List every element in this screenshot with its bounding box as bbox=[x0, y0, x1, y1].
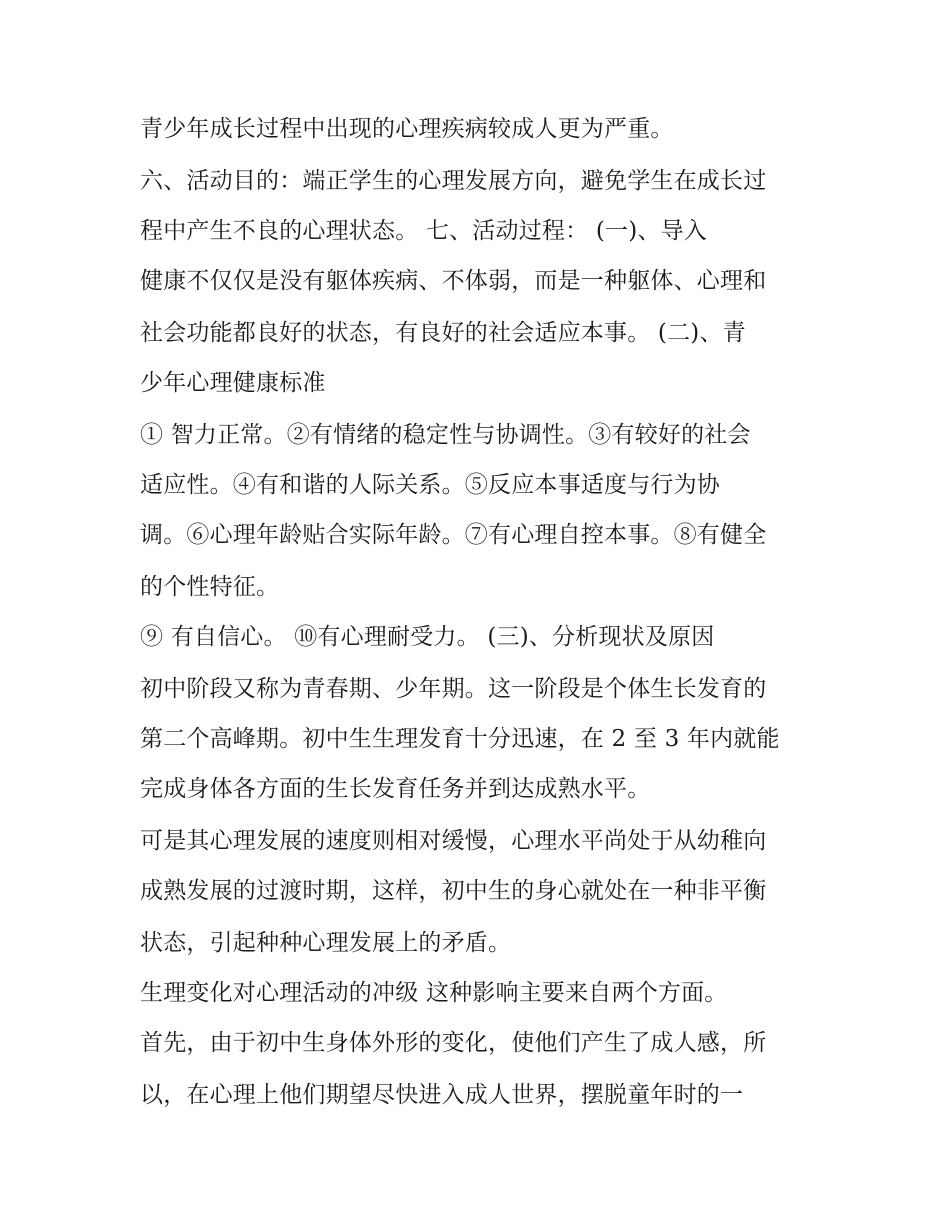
text-line: ⑨ 有自信心。 ⑩有心理耐受力。 (三)、分析现状及原因 bbox=[140, 624, 715, 650]
text-line: 适应性。④有和谐的人际关系。⑤反应本事适度与行为协 bbox=[140, 472, 720, 498]
text-line: 青少年成长过程中出现的心理疾病较成人更为严重。 bbox=[140, 116, 674, 142]
text-line: 初中阶段又称为青春期、少年期。这一阶段是个体生长发育的 bbox=[140, 676, 767, 702]
text-line: 首先，由于初中生身体外形的变化，使他们产生了成人感，所 bbox=[140, 1030, 767, 1056]
text-line: 少年心理健康标准 bbox=[140, 370, 326, 396]
text-line: 完成身体各方面的生长发育任务并到达成熟水平。 bbox=[140, 776, 651, 802]
text-line: ① 智力正常。②有情绪的稳定性与协调性。③有较好的社会 bbox=[140, 422, 751, 448]
text-line: 第二个高峰期。初中生生理发育十分迅速，在 2 至 3 年内就能 bbox=[140, 726, 780, 752]
text-line: 的个性特征。 bbox=[140, 574, 280, 600]
text-line: 可是其心理发展的速度则相对缓慢，心理水平尚处于从幼稚向 bbox=[140, 828, 767, 854]
text-line: 程中产生不良的心理状态。 七、活动过程： (一)、导入 bbox=[140, 218, 707, 244]
text-line: 状态，引起种种心理发展上的矛盾。 bbox=[140, 930, 512, 956]
text-line: 社会功能都良好的状态，有良好的社会适应本事。 (二)、青 bbox=[140, 320, 746, 346]
text-line: 调。⑥心理年龄贴合实际年龄。⑦有心理自控本事。⑧有健全 bbox=[140, 522, 767, 548]
text-line: 以，在心理上他们期望尽快进入成人世界，摆脱童年时的一 bbox=[140, 1082, 744, 1108]
text-line: 六、活动目的：端正学生的心理发展方向，避免学生在成长过 bbox=[140, 168, 767, 194]
text-line: 健康不仅仅是没有躯体疾病、不体弱，而是一种躯体、心理和 bbox=[140, 268, 767, 294]
text-line: 生理变化对心理活动的冲级 这种影响主要来自两个方面。 bbox=[140, 980, 728, 1006]
text-line: 成熟发展的过渡时期，这样，初中生的身心就处在一种非平衡 bbox=[140, 878, 767, 904]
